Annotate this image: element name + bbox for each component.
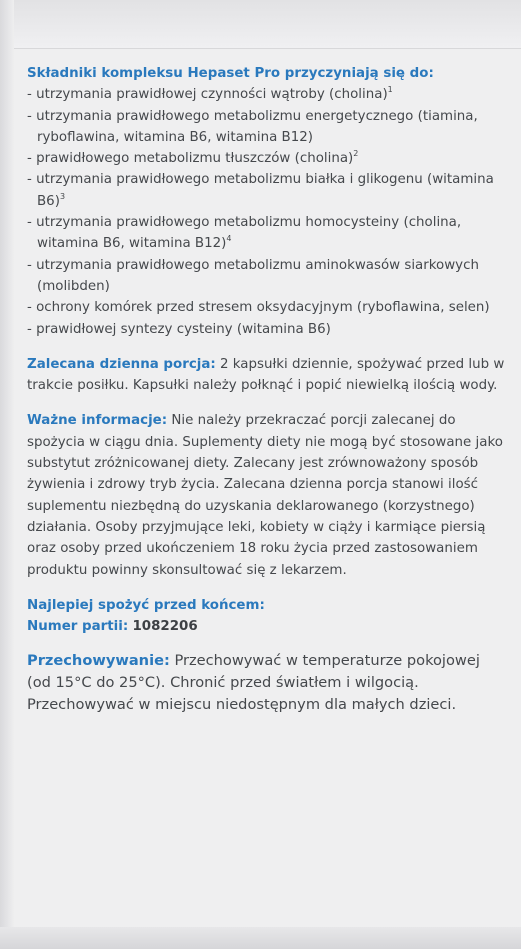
list-item xyxy=(27,297,505,318)
benefits-list xyxy=(27,84,505,340)
storage-text: Przechowywać w temperaturze pokojowej (od 15°C do 25°C). Chronić przed światłem i wilgocią. Przechowywać w miejscu niedostępnym dla małych dzieci. xyxy=(27,652,480,714)
batch-line xyxy=(27,616,505,637)
storage-label: Przechowywanie: xyxy=(27,652,170,670)
info-label: Ważne informacje: xyxy=(27,413,168,429)
dose-label: Zalecana dzienna porcja: xyxy=(27,356,216,372)
dates-block xyxy=(27,595,505,638)
batch-number: 1082206 xyxy=(132,619,198,635)
info-text: Nie należy przekraczać porcji zalecanej do spożycia w ciągu dnia. Suplementy diety nie mogą być stosowane jako substytut zróżnicowanej diety. Zalecany jest zrównoważony sposób żywienia i zdrowy tryb życia. Zalecana dzienna porcja stanowi ilość suplementu niezbędną do uzyskania deklarowanego (korzystnego) działania. Osoby przyjmujące leki, kobiety w ciąży i karmiące piersią oraz osoby przed ukończeniem 18 roku życia przed zastosowaniem produktu powinny skonsultować się z lekarzem. xyxy=(27,413,503,578)
dose-text: 2 kapsułki dziennie, spożywać przed lub w trakcie posiłku. Kapsułki należy połknąć i popić niewielką ilością wody. xyxy=(27,356,505,394)
footnote-mark: 3 xyxy=(59,191,66,201)
benefit-text: utrzymania prawidłowego metabolizmu homocysteiny (cholina, witamina B6, witamina B12) xyxy=(36,215,462,252)
batch-label: Numer partii: xyxy=(27,619,129,635)
benefit-text: prawidłowego metabolizmu tłuszczów (cholina) xyxy=(36,151,354,167)
benefit-text: utrzymania prawidłowego metabolizmu aminokwasów siarkowych (molibden) xyxy=(36,257,479,294)
benefit-text: prawidłowej syntezy cysteiny (witamina B6) xyxy=(36,321,331,337)
package-left-edge xyxy=(0,0,14,949)
info-paragraph xyxy=(27,410,505,580)
list-item xyxy=(27,169,505,212)
dose-paragraph xyxy=(27,354,505,397)
benefit-text: utrzymania prawidłowego metabolizmu energetycznego (tiamina, ryboflawina, witamina B6, witamina B12) xyxy=(36,108,478,145)
list-item xyxy=(27,255,505,298)
benefit-text: utrzymania prawidłowego metabolizmu białka i glikogenu (witamina B6) xyxy=(36,172,494,209)
footnote-mark: 2 xyxy=(353,149,359,159)
list-item xyxy=(27,319,505,340)
package-bottom-edge xyxy=(0,927,521,949)
list-item xyxy=(27,84,505,105)
benefit-text: ochrony komórek przed stresem oksydacyjnym (ryboflawina, selen) xyxy=(36,300,490,316)
list-item xyxy=(27,148,505,169)
list-item xyxy=(27,212,505,255)
best-before-label: Najlepiej spożyć przed końcem: xyxy=(27,597,265,613)
footnote-mark: 1 xyxy=(387,85,393,95)
list-item xyxy=(27,106,505,149)
label-text-panel xyxy=(27,63,505,716)
complex-heading: Składniki kompleksu Hepaset Pro przyczyniają się do: xyxy=(27,66,434,81)
footnote-mark: 4 xyxy=(226,234,232,244)
storage-paragraph xyxy=(27,650,505,716)
benefit-text: utrzymania prawidłowej czynności wątroby (cholina) xyxy=(36,87,388,103)
package-top-edge xyxy=(0,0,521,49)
